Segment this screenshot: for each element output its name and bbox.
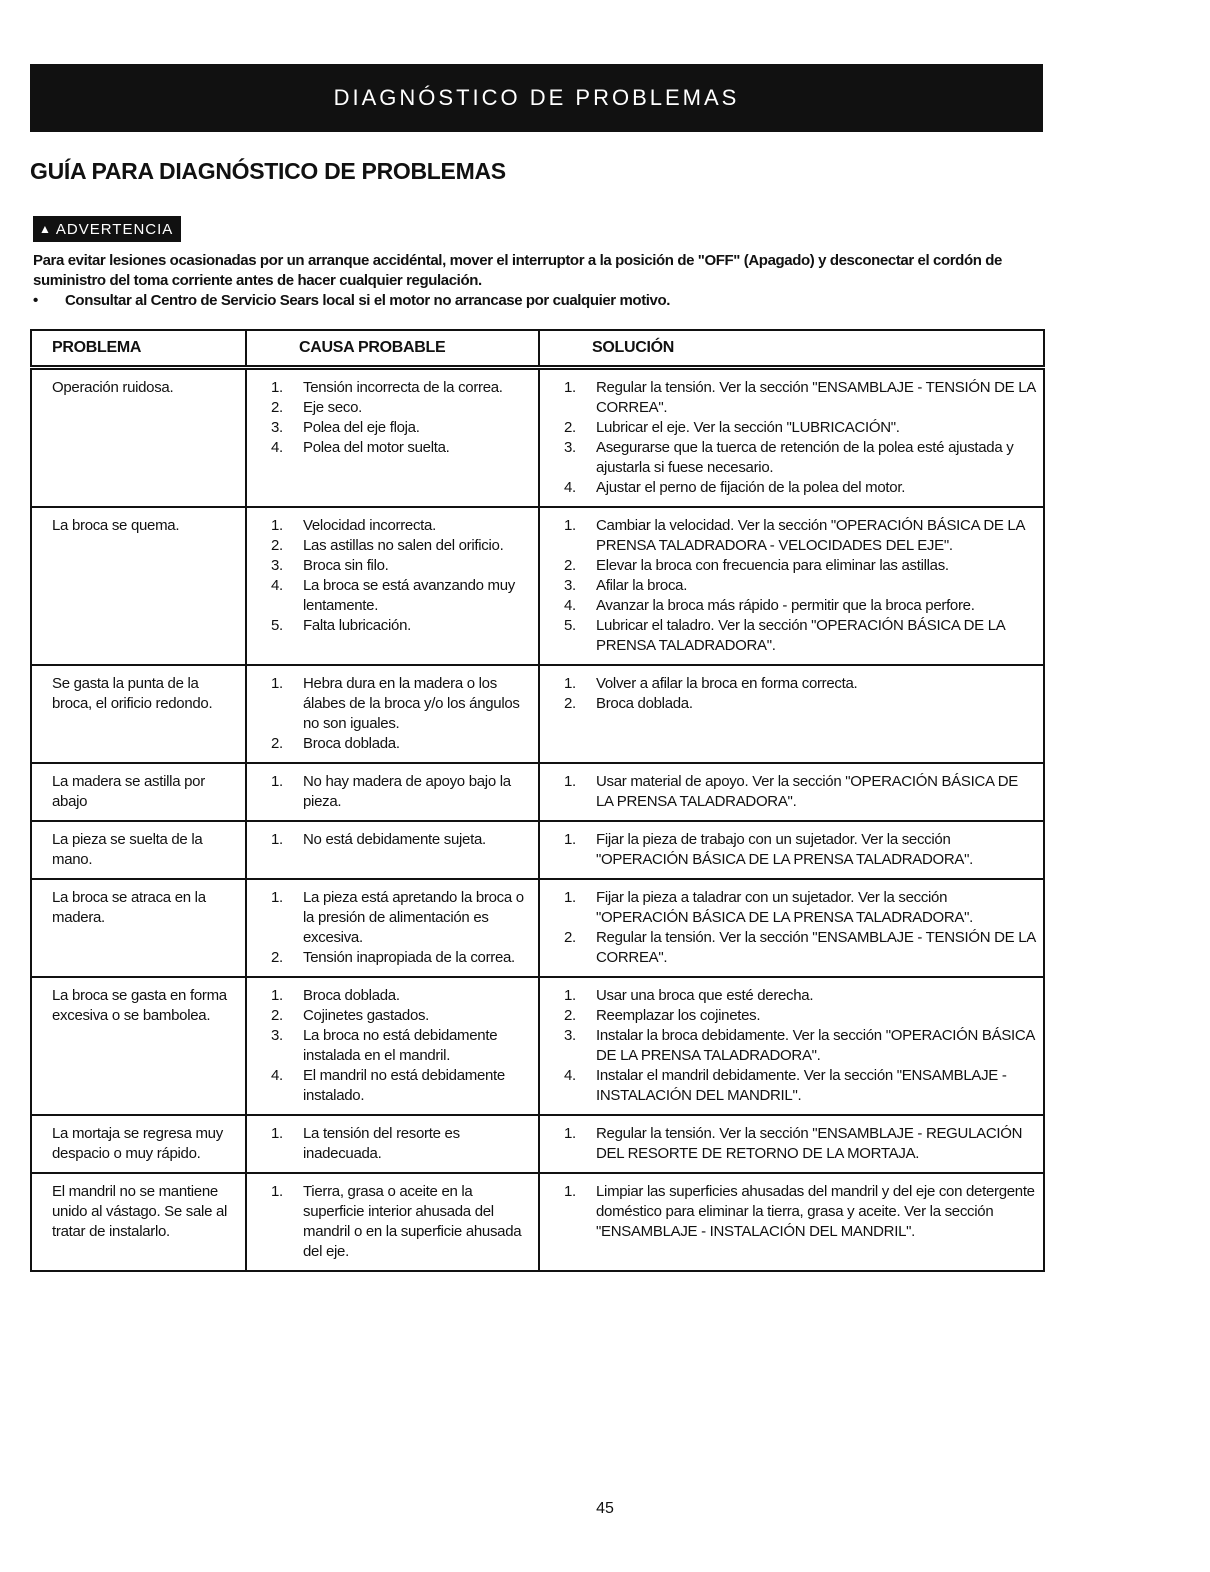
solution-item-text: Instalar la broca debidamente. Ver la sección "OPERACIÓN BÁSICA DE LA PRENSA TALADRADORA". bbox=[596, 1027, 1035, 1064]
cause-cell bbox=[246, 1115, 539, 1173]
cause-item-text: Broca sin filo. bbox=[303, 557, 389, 574]
solution-item-text: Regular la tensión. Ver la sección "ENSAMBLAJE - TENSIÓN DE LA CORREA". bbox=[596, 929, 1036, 966]
page-number: 45 bbox=[596, 1500, 614, 1517]
cause-item-number: 2. bbox=[271, 1007, 283, 1024]
solution-item-number: 1. bbox=[564, 675, 576, 692]
solution-item-number: 1. bbox=[564, 1125, 576, 1142]
table-row bbox=[31, 763, 1044, 821]
table-row bbox=[31, 977, 1044, 1115]
solution-item-number: 1. bbox=[564, 379, 576, 396]
table-row bbox=[31, 507, 1044, 665]
solution-item bbox=[564, 674, 1037, 694]
troubleshooting-table bbox=[30, 329, 1045, 1272]
cause-item bbox=[271, 1066, 532, 1106]
solution-item-number: 2. bbox=[564, 419, 576, 436]
table-row bbox=[31, 665, 1044, 763]
cause-item-number: 2. bbox=[271, 735, 283, 752]
header-cause: CAUSA PROBABLE bbox=[246, 330, 539, 368]
solution-cell bbox=[539, 821, 1044, 879]
warning-bullet bbox=[33, 291, 1023, 311]
solution-item bbox=[564, 378, 1037, 418]
cause-list bbox=[271, 830, 532, 850]
cause-item-number: 1. bbox=[271, 987, 283, 1004]
solution-list bbox=[564, 986, 1037, 1106]
table-row bbox=[31, 1173, 1044, 1271]
solution-item bbox=[564, 1124, 1037, 1164]
cause-item-number: 4. bbox=[271, 577, 283, 594]
warning-triangle-icon: ▲ bbox=[39, 222, 52, 236]
bullet-icon: • bbox=[33, 292, 38, 309]
solution-item-text: Instalar el mandril debidamente. Ver la sección "ENSAMBLAJE - INSTALACIÓN DEL MANDRIL". bbox=[596, 1067, 1007, 1104]
cause-item bbox=[271, 616, 532, 636]
cause-item-text: Polea del motor suelta. bbox=[303, 439, 450, 456]
cause-item bbox=[271, 536, 532, 556]
table-header-row bbox=[31, 330, 1044, 368]
solution-item-text: Lubricar el taladro. Ver la sección "OPERACIÓN BÁSICA DE LA PRENSA TALADRADORA". bbox=[596, 617, 1005, 654]
solution-item-text: Usar una broca que esté derecha. bbox=[596, 987, 814, 1004]
cause-item-number: 3. bbox=[271, 419, 283, 436]
solution-list bbox=[564, 830, 1037, 870]
cause-item bbox=[271, 556, 532, 576]
solution-item bbox=[564, 1006, 1037, 1026]
cause-item-text: No está debidamente sujeta. bbox=[303, 831, 486, 848]
problem-cell: El mandril no se mantiene unido al vástago. Se sale al tratar de instalarlo. bbox=[31, 1173, 246, 1271]
cause-item-text: Broca doblada. bbox=[303, 987, 400, 1004]
solution-item bbox=[564, 1182, 1037, 1242]
solution-item-text: Lubricar el eje. Ver la sección "LUBRICACIÓN". bbox=[596, 419, 900, 436]
solution-item-text: Broca doblada. bbox=[596, 695, 693, 712]
problem-cell: La pieza se suelta de la mano. bbox=[31, 821, 246, 879]
cause-cell bbox=[246, 665, 539, 763]
cause-item bbox=[271, 1182, 532, 1262]
cause-item bbox=[271, 378, 532, 398]
solution-item bbox=[564, 1026, 1037, 1066]
cause-list bbox=[271, 888, 532, 968]
cause-list bbox=[271, 516, 532, 636]
solution-item-text: Regular la tensión. Ver la sección "ENSAMBLAJE - TENSIÓN DE LA CORREA". bbox=[596, 379, 1036, 416]
cause-item bbox=[271, 398, 532, 418]
cause-cell bbox=[246, 763, 539, 821]
solution-cell bbox=[539, 879, 1044, 977]
cause-item-number: 1. bbox=[271, 889, 283, 906]
cause-item bbox=[271, 986, 532, 1006]
solution-list bbox=[564, 378, 1037, 498]
solution-item-text: Cambiar la velocidad. Ver la sección "OPERACIÓN BÁSICA DE LA PRENSA TALADRADORA - VELOCIDADES DEL EJE". bbox=[596, 517, 1025, 554]
cause-item-number: 1. bbox=[271, 1183, 283, 1200]
solution-item-text: Volver a afilar la broca en forma correcta. bbox=[596, 675, 858, 692]
table-row bbox=[31, 368, 1044, 508]
cause-item-number: 4. bbox=[271, 439, 283, 456]
cause-item-number: 1. bbox=[271, 831, 283, 848]
problem-cell: Se gasta la punta de la broca, el orificio redondo. bbox=[31, 665, 246, 763]
cause-item bbox=[271, 438, 532, 458]
warning-badge bbox=[33, 216, 181, 242]
solution-cell bbox=[539, 1115, 1044, 1173]
solution-item-number: 3. bbox=[564, 577, 576, 594]
solution-item-text: Regular la tensión. Ver la sección "ENSAMBLAJE - REGULACIÓN DEL RESORTE DE RETORNO DE LA MORTAJA. bbox=[596, 1125, 1023, 1162]
solution-list bbox=[564, 1124, 1037, 1164]
solution-item-number: 4. bbox=[564, 479, 576, 496]
cause-item-text: Tensión inapropiada de la correa. bbox=[303, 949, 515, 966]
cause-item-text: Broca doblada. bbox=[303, 735, 400, 752]
warning-badge-label: ADVERTENCIA bbox=[55, 220, 174, 238]
section-banner-title: DIAGNÓSTICO DE PROBLEMAS bbox=[333, 85, 740, 110]
solution-item-text: Ajustar el perno de fijación de la polea del motor. bbox=[596, 479, 906, 496]
cause-item-number: 1. bbox=[271, 675, 283, 692]
solution-item bbox=[564, 694, 1037, 714]
solution-item bbox=[564, 888, 1037, 928]
problem-cell: La madera se astilla por abajo bbox=[31, 763, 246, 821]
cause-item-text: El mandril no está debidamente instalado. bbox=[303, 1067, 505, 1104]
solution-item bbox=[564, 556, 1037, 576]
solution-cell bbox=[539, 507, 1044, 665]
cause-item-number: 1. bbox=[271, 517, 283, 534]
solution-item-number: 4. bbox=[564, 597, 576, 614]
cause-item bbox=[271, 418, 532, 438]
cause-item bbox=[271, 948, 532, 968]
solution-cell bbox=[539, 763, 1044, 821]
cause-item-number: 1. bbox=[271, 1125, 283, 1142]
solution-list bbox=[564, 888, 1037, 968]
cause-item bbox=[271, 576, 532, 616]
solution-item bbox=[564, 418, 1037, 438]
page-title: GUÍA PARA DIAGNÓSTICO DE PROBLEMAS bbox=[30, 158, 506, 184]
solution-item-number: 1. bbox=[564, 831, 576, 848]
solution-item-number: 4. bbox=[564, 1067, 576, 1084]
solution-item-number: 2. bbox=[564, 557, 576, 574]
solution-item-text: Afilar la broca. bbox=[596, 577, 688, 594]
solution-list bbox=[564, 772, 1037, 812]
cause-item-number: 2. bbox=[271, 399, 283, 416]
solution-item-text: Fijar la pieza a taladrar con un sujetador. Ver la sección "OPERACIÓN BÁSICA DE LA PRENSA TALADRADORA". bbox=[596, 889, 974, 926]
solution-item bbox=[564, 616, 1037, 656]
solution-item bbox=[564, 830, 1037, 870]
solution-item-number: 2. bbox=[564, 695, 576, 712]
cause-list bbox=[271, 986, 532, 1106]
solution-list bbox=[564, 516, 1037, 656]
solution-item-number: 3. bbox=[564, 1027, 576, 1044]
cause-item-text: Tensión incorrecta de la correa. bbox=[303, 379, 503, 396]
solution-item-number: 2. bbox=[564, 929, 576, 946]
problem-cell: La broca se gasta en forma excesiva o se bambolea. bbox=[31, 977, 246, 1115]
solution-item-number: 1. bbox=[564, 517, 576, 534]
cause-item-text: Cojinetes gastados. bbox=[303, 1007, 430, 1024]
cause-cell bbox=[246, 977, 539, 1115]
solution-item-text: Limpiar las superficies ahusadas del mandril y del eje con detergente doméstico para eliminar la tierra, grasa y aceite. Ver la sección "ENSAMBLAJE - INSTALACIÓN DEL MANDRIL". bbox=[596, 1183, 1035, 1240]
solution-item bbox=[564, 438, 1037, 478]
cause-item bbox=[271, 734, 532, 754]
warning-text: Para evitar lesiones ocasionadas por un arranque accidéntal, mover el interruptor a la posición de "OFF" (Apagado) y desconectar el cordón de suministro del toma corriente antes de hacer cualquier regulación. bbox=[33, 252, 1002, 289]
cause-item bbox=[271, 830, 532, 850]
cause-item-number: 2. bbox=[271, 537, 283, 554]
cause-item-number: 1. bbox=[271, 773, 283, 790]
solution-item-number: 3. bbox=[564, 439, 576, 456]
cause-item-text: Hebra dura en la madera o los álabes de la broca y/o los ángulos no son iguales. bbox=[303, 675, 520, 732]
solution-list bbox=[564, 674, 1037, 714]
solution-item-number: 1. bbox=[564, 1183, 576, 1200]
solution-item-number: 1. bbox=[564, 987, 576, 1004]
solution-item bbox=[564, 516, 1037, 556]
cause-cell bbox=[246, 879, 539, 977]
cause-cell bbox=[246, 368, 539, 508]
header-solution: SOLUCIÓN bbox=[539, 330, 1044, 368]
solution-item bbox=[564, 928, 1037, 968]
cause-item-number: 4. bbox=[271, 1067, 283, 1084]
cause-item-number: 2. bbox=[271, 949, 283, 966]
cause-item-text: La broca no está debidamente instalada en el mandril. bbox=[303, 1027, 498, 1064]
problem-cell: La broca se atraca en la madera. bbox=[31, 879, 246, 977]
cause-cell bbox=[246, 1173, 539, 1271]
cause-item-text: Falta lubricación. bbox=[303, 617, 411, 634]
problem-cell: La mortaja se regresa muy despacio o muy rápido. bbox=[31, 1115, 246, 1173]
solution-cell bbox=[539, 1173, 1044, 1271]
cause-list bbox=[271, 378, 532, 458]
cause-item-number: 3. bbox=[271, 1027, 283, 1044]
solution-item-text: Elevar la broca con frecuencia para eliminar las astillas. bbox=[596, 557, 949, 574]
header-problem: PROBLEMA bbox=[31, 330, 246, 368]
solution-cell bbox=[539, 368, 1044, 508]
cause-list bbox=[271, 674, 532, 754]
cause-item-number: 5. bbox=[271, 617, 283, 634]
cause-item-text: Velocidad incorrecta. bbox=[303, 517, 436, 534]
solution-item-number: 2. bbox=[564, 1007, 576, 1024]
solution-item bbox=[564, 986, 1037, 1006]
cause-item-number: 3. bbox=[271, 557, 283, 574]
solution-item bbox=[564, 478, 1037, 498]
cause-item-text: La broca se está avanzando muy lentamente. bbox=[303, 577, 515, 614]
solution-item bbox=[564, 1066, 1037, 1106]
solution-list bbox=[564, 1182, 1037, 1242]
solution-item bbox=[564, 596, 1037, 616]
cause-item bbox=[271, 1026, 532, 1066]
cause-item bbox=[271, 888, 532, 948]
table-body bbox=[31, 368, 1044, 1272]
cause-item-number: 1. bbox=[271, 379, 283, 396]
cause-item bbox=[271, 674, 532, 734]
solution-item-number: 1. bbox=[564, 889, 576, 906]
solution-item-text: Usar material de apoyo. Ver la sección "OPERACIÓN BÁSICA DE LA PRENSA TALADRADORA". bbox=[596, 773, 1018, 810]
solution-item-number: 5. bbox=[564, 617, 576, 634]
problem-cell: La broca se quema. bbox=[31, 507, 246, 665]
cause-item-text: Eje seco. bbox=[303, 399, 362, 416]
solution-item-text: Reemplazar los cojinetes. bbox=[596, 1007, 761, 1024]
cause-item-text: Polea del eje floja. bbox=[303, 419, 420, 436]
cause-list bbox=[271, 772, 532, 812]
cause-cell bbox=[246, 507, 539, 665]
table-row bbox=[31, 821, 1044, 879]
solution-item bbox=[564, 772, 1037, 812]
cause-item-text: La pieza está apretando la broca o la presión de alimentación es excesiva. bbox=[303, 889, 524, 946]
solution-item-text: Asegurarse que la tuerca de retención de la polea esté ajustada y ajustarla si fuese necesario. bbox=[596, 439, 1014, 476]
table-row bbox=[31, 1115, 1044, 1173]
cause-item bbox=[271, 1006, 532, 1026]
section-banner bbox=[30, 64, 1043, 132]
cause-item bbox=[271, 516, 532, 536]
cause-list bbox=[271, 1124, 532, 1164]
cause-item-text: Las astillas no salen del orificio. bbox=[303, 537, 504, 554]
table-row bbox=[31, 879, 1044, 977]
cause-item bbox=[271, 772, 532, 812]
cause-item-text: La tensión del resorte es inadecuada. bbox=[303, 1125, 460, 1162]
cause-item-text: No hay madera de apoyo bajo la pieza. bbox=[303, 773, 511, 810]
solution-item-number: 1. bbox=[564, 773, 576, 790]
cause-item bbox=[271, 1124, 532, 1164]
solution-item-text: Fijar la pieza de trabajo con un sujetador. Ver la sección "OPERACIÓN BÁSICA DE LA PRENSA TALADRADORA". bbox=[596, 831, 974, 868]
solution-cell bbox=[539, 665, 1044, 763]
solution-cell bbox=[539, 977, 1044, 1115]
cause-list bbox=[271, 1182, 532, 1262]
problem-cell: Operación ruidosa. bbox=[31, 368, 246, 508]
solution-item bbox=[564, 576, 1037, 596]
warning-bullet-text: Consultar al Centro de Servicio Sears local si el motor no arrancase por cualquier motivo. bbox=[65, 292, 671, 309]
solution-item-text: Avanzar la broca más rápido - permitir que la broca perfore. bbox=[596, 597, 975, 614]
cause-item-text: Tierra, grasa o aceite en la superficie interior ahusada del mandril o en la superficie ahusada del eje. bbox=[303, 1183, 522, 1260]
cause-cell bbox=[246, 821, 539, 879]
